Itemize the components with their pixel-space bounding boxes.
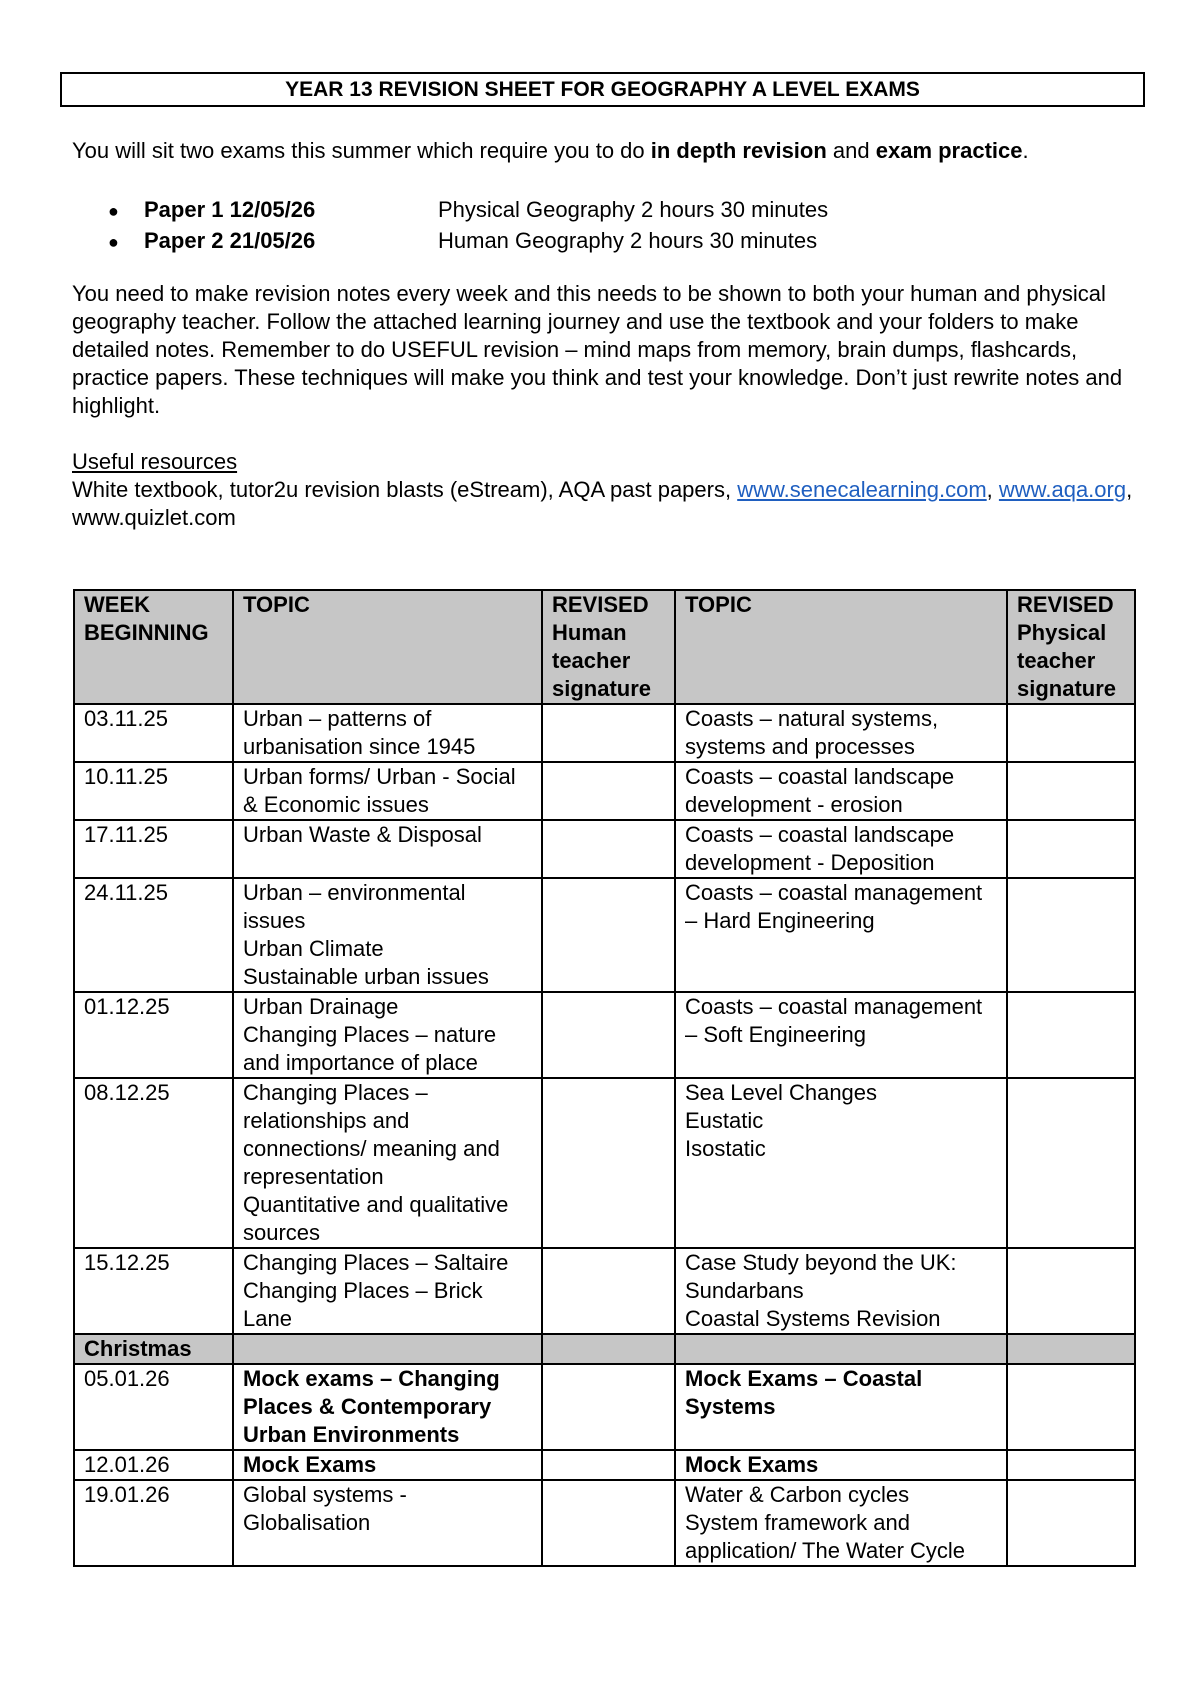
human-topic-cell: Mock Exams xyxy=(233,1450,542,1480)
aqa-link[interactable]: www.aqa.org xyxy=(998,477,1127,502)
human-topic-cell: Urban Waste & Disposal xyxy=(233,820,542,878)
exam-papers-list xyxy=(108,195,1108,257)
week-cell: 08.12.25 xyxy=(74,1078,233,1248)
intro-paragraph xyxy=(72,137,1152,165)
physical-topic-cell: Water & Carbon cycles System framework and application/ The Water Cycle xyxy=(675,1480,1007,1566)
resources-sep: , xyxy=(986,477,999,502)
resources-text: White textbook, tutor2u revision blasts (eStream), AQA past papers, xyxy=(72,477,738,502)
week-cell: 03.11.25 xyxy=(74,704,233,762)
bullet-icon: ● xyxy=(108,232,119,252)
physical-signature-cell[interactable] xyxy=(1007,1334,1135,1364)
physical-signature-cell[interactable] xyxy=(1007,1364,1135,1450)
intro-bold-practice: exam practice xyxy=(875,138,1023,163)
table-row xyxy=(74,704,1135,762)
table-body xyxy=(74,704,1135,1566)
human-signature-cell[interactable] xyxy=(542,820,675,878)
physical-topic-cell: Coasts – natural systems, systems and processes xyxy=(675,704,1007,762)
week-cell: 01.12.25 xyxy=(74,992,233,1078)
table-row xyxy=(74,878,1135,992)
revision-table xyxy=(73,589,1136,1567)
physical-topic-cell: Mock Exams – Coastal Systems xyxy=(675,1364,1007,1450)
week-cell: 12.01.26 xyxy=(74,1450,233,1480)
human-signature-cell[interactable] xyxy=(542,762,675,820)
resources-list xyxy=(72,476,1152,532)
intro-mid: and xyxy=(826,138,876,163)
human-topic-cell: Changing Places – Saltaire Changing Places – Brick Lane xyxy=(233,1248,542,1334)
table-row xyxy=(74,992,1135,1078)
table-row xyxy=(74,762,1135,820)
intro-suffix: . xyxy=(1022,138,1029,163)
intro-bold-revision: in depth revision xyxy=(650,138,827,163)
physical-signature-cell[interactable] xyxy=(1007,762,1135,820)
table-row xyxy=(74,1364,1135,1450)
week-cell: Christmas xyxy=(74,1334,233,1364)
human-signature-cell[interactable] xyxy=(542,1450,675,1480)
human-signature-cell[interactable] xyxy=(542,1334,675,1364)
table-row xyxy=(74,1078,1135,1248)
week-cell: 24.11.25 xyxy=(74,878,233,992)
paper-item xyxy=(108,195,1108,226)
human-signature-cell[interactable] xyxy=(542,1480,675,1566)
human-topic-cell: Urban forms/ Urban - Social & Economic issues xyxy=(233,762,542,820)
physical-signature-cell[interactable] xyxy=(1007,1248,1135,1334)
physical-topic-cell: Coasts – coastal landscape development - Deposition xyxy=(675,820,1007,878)
header-human-signature: REVISED Human teacher signature xyxy=(542,590,675,704)
physical-signature-cell[interactable] xyxy=(1007,992,1135,1078)
week-cell: 19.01.26 xyxy=(74,1480,233,1566)
human-topic-cell: Global systems - Globalisation xyxy=(233,1480,542,1566)
human-topic-cell: Mock exams – Changing Places & Contemporary Urban Environments xyxy=(233,1364,542,1450)
seneca-link[interactable]: www.senecalearning.com xyxy=(737,477,987,502)
human-topic-cell: Urban – patterns of urbanisation since 1945 xyxy=(233,704,542,762)
intro-prefix: You will sit two exams this summer which require you to do xyxy=(72,138,651,163)
physical-topic-cell xyxy=(675,1334,1007,1364)
instructions-paragraph: You need to make revision notes every week and this needs to be shown to both your human and physical geography teacher. Follow the attached learning journey and use the textbook and your folders to make detailed notes. Remember to do USEFUL revision – mind maps from memory, brain dumps, flashcards, practice papers. These techniques will make you think and test your knowledge. Don’t just rewrite notes and highlight. xyxy=(72,281,1123,418)
paper-item xyxy=(108,226,1108,257)
human-topic-cell: Urban Drainage Changing Places – nature and importance of place xyxy=(233,992,542,1078)
week-cell: 15.12.25 xyxy=(74,1248,233,1334)
human-signature-cell[interactable] xyxy=(542,1078,675,1248)
page-title-text: YEAR 13 REVISION SHEET FOR GEOGRAPHY A LEVEL EXAMS xyxy=(285,77,920,101)
table-row xyxy=(74,820,1135,878)
human-topic-cell: Urban – environmental issues Urban Climate Sustainable urban issues xyxy=(233,878,542,992)
week-cell: 10.11.25 xyxy=(74,762,233,820)
table-row xyxy=(74,1480,1135,1566)
resources-tail: , www.quizlet.com xyxy=(72,477,1133,530)
physical-signature-cell[interactable] xyxy=(1007,820,1135,878)
human-topic-cell xyxy=(233,1334,542,1364)
header-physical-topic: TOPIC xyxy=(675,590,1007,704)
physical-signature-cell[interactable] xyxy=(1007,1450,1135,1480)
human-signature-cell[interactable] xyxy=(542,1248,675,1334)
paper-desc: Human Geography 2 hours 30 minutes xyxy=(438,228,818,253)
table-row xyxy=(74,1248,1135,1334)
header-human-topic: TOPIC xyxy=(233,590,542,704)
paper-name: Paper 2 21/05/26 xyxy=(144,228,316,253)
physical-topic-cell: Mock Exams xyxy=(675,1450,1007,1480)
human-topic-cell: Changing Places – relationships and connections/ meaning and representation Quantitative and qualitative sources xyxy=(233,1078,542,1248)
human-signature-cell[interactable] xyxy=(542,704,675,762)
physical-signature-cell[interactable] xyxy=(1007,1480,1135,1566)
table-row xyxy=(74,1334,1135,1364)
week-cell: 17.11.25 xyxy=(74,820,233,878)
physical-topic-cell: Coasts – coastal management – Hard Engineering xyxy=(675,878,1007,992)
human-signature-cell[interactable] xyxy=(542,1364,675,1450)
physical-topic-cell: Case Study beyond the UK: Sundarbans Coastal Systems Revision xyxy=(675,1248,1007,1334)
physical-signature-cell[interactable] xyxy=(1007,1078,1135,1248)
physical-topic-cell: Sea Level Changes Eustatic Isostatic xyxy=(675,1078,1007,1248)
bullet-icon: ● xyxy=(108,201,119,221)
page-title xyxy=(60,72,1145,107)
physical-topic-cell: Coasts – coastal management – Soft Engineering xyxy=(675,992,1007,1078)
resources-heading: Useful resources xyxy=(72,449,238,474)
header-week: WEEK BEGINNING xyxy=(74,590,233,704)
physical-topic-cell: Coasts – coastal landscape development - erosion xyxy=(675,762,1007,820)
human-signature-cell[interactable] xyxy=(542,992,675,1078)
paper-desc: Physical Geography 2 hours 30 minutes xyxy=(438,197,829,222)
physical-signature-cell[interactable] xyxy=(1007,704,1135,762)
useful-resources xyxy=(72,448,1152,532)
header-physical-signature: REVISED Physical teacher signature xyxy=(1007,590,1135,704)
week-cell: 05.01.26 xyxy=(74,1364,233,1450)
physical-signature-cell[interactable] xyxy=(1007,878,1135,992)
paper-name: Paper 1 12/05/26 xyxy=(144,197,316,222)
human-signature-cell[interactable] xyxy=(542,878,675,992)
table-row xyxy=(74,1450,1135,1480)
table-header-row xyxy=(74,590,1135,704)
